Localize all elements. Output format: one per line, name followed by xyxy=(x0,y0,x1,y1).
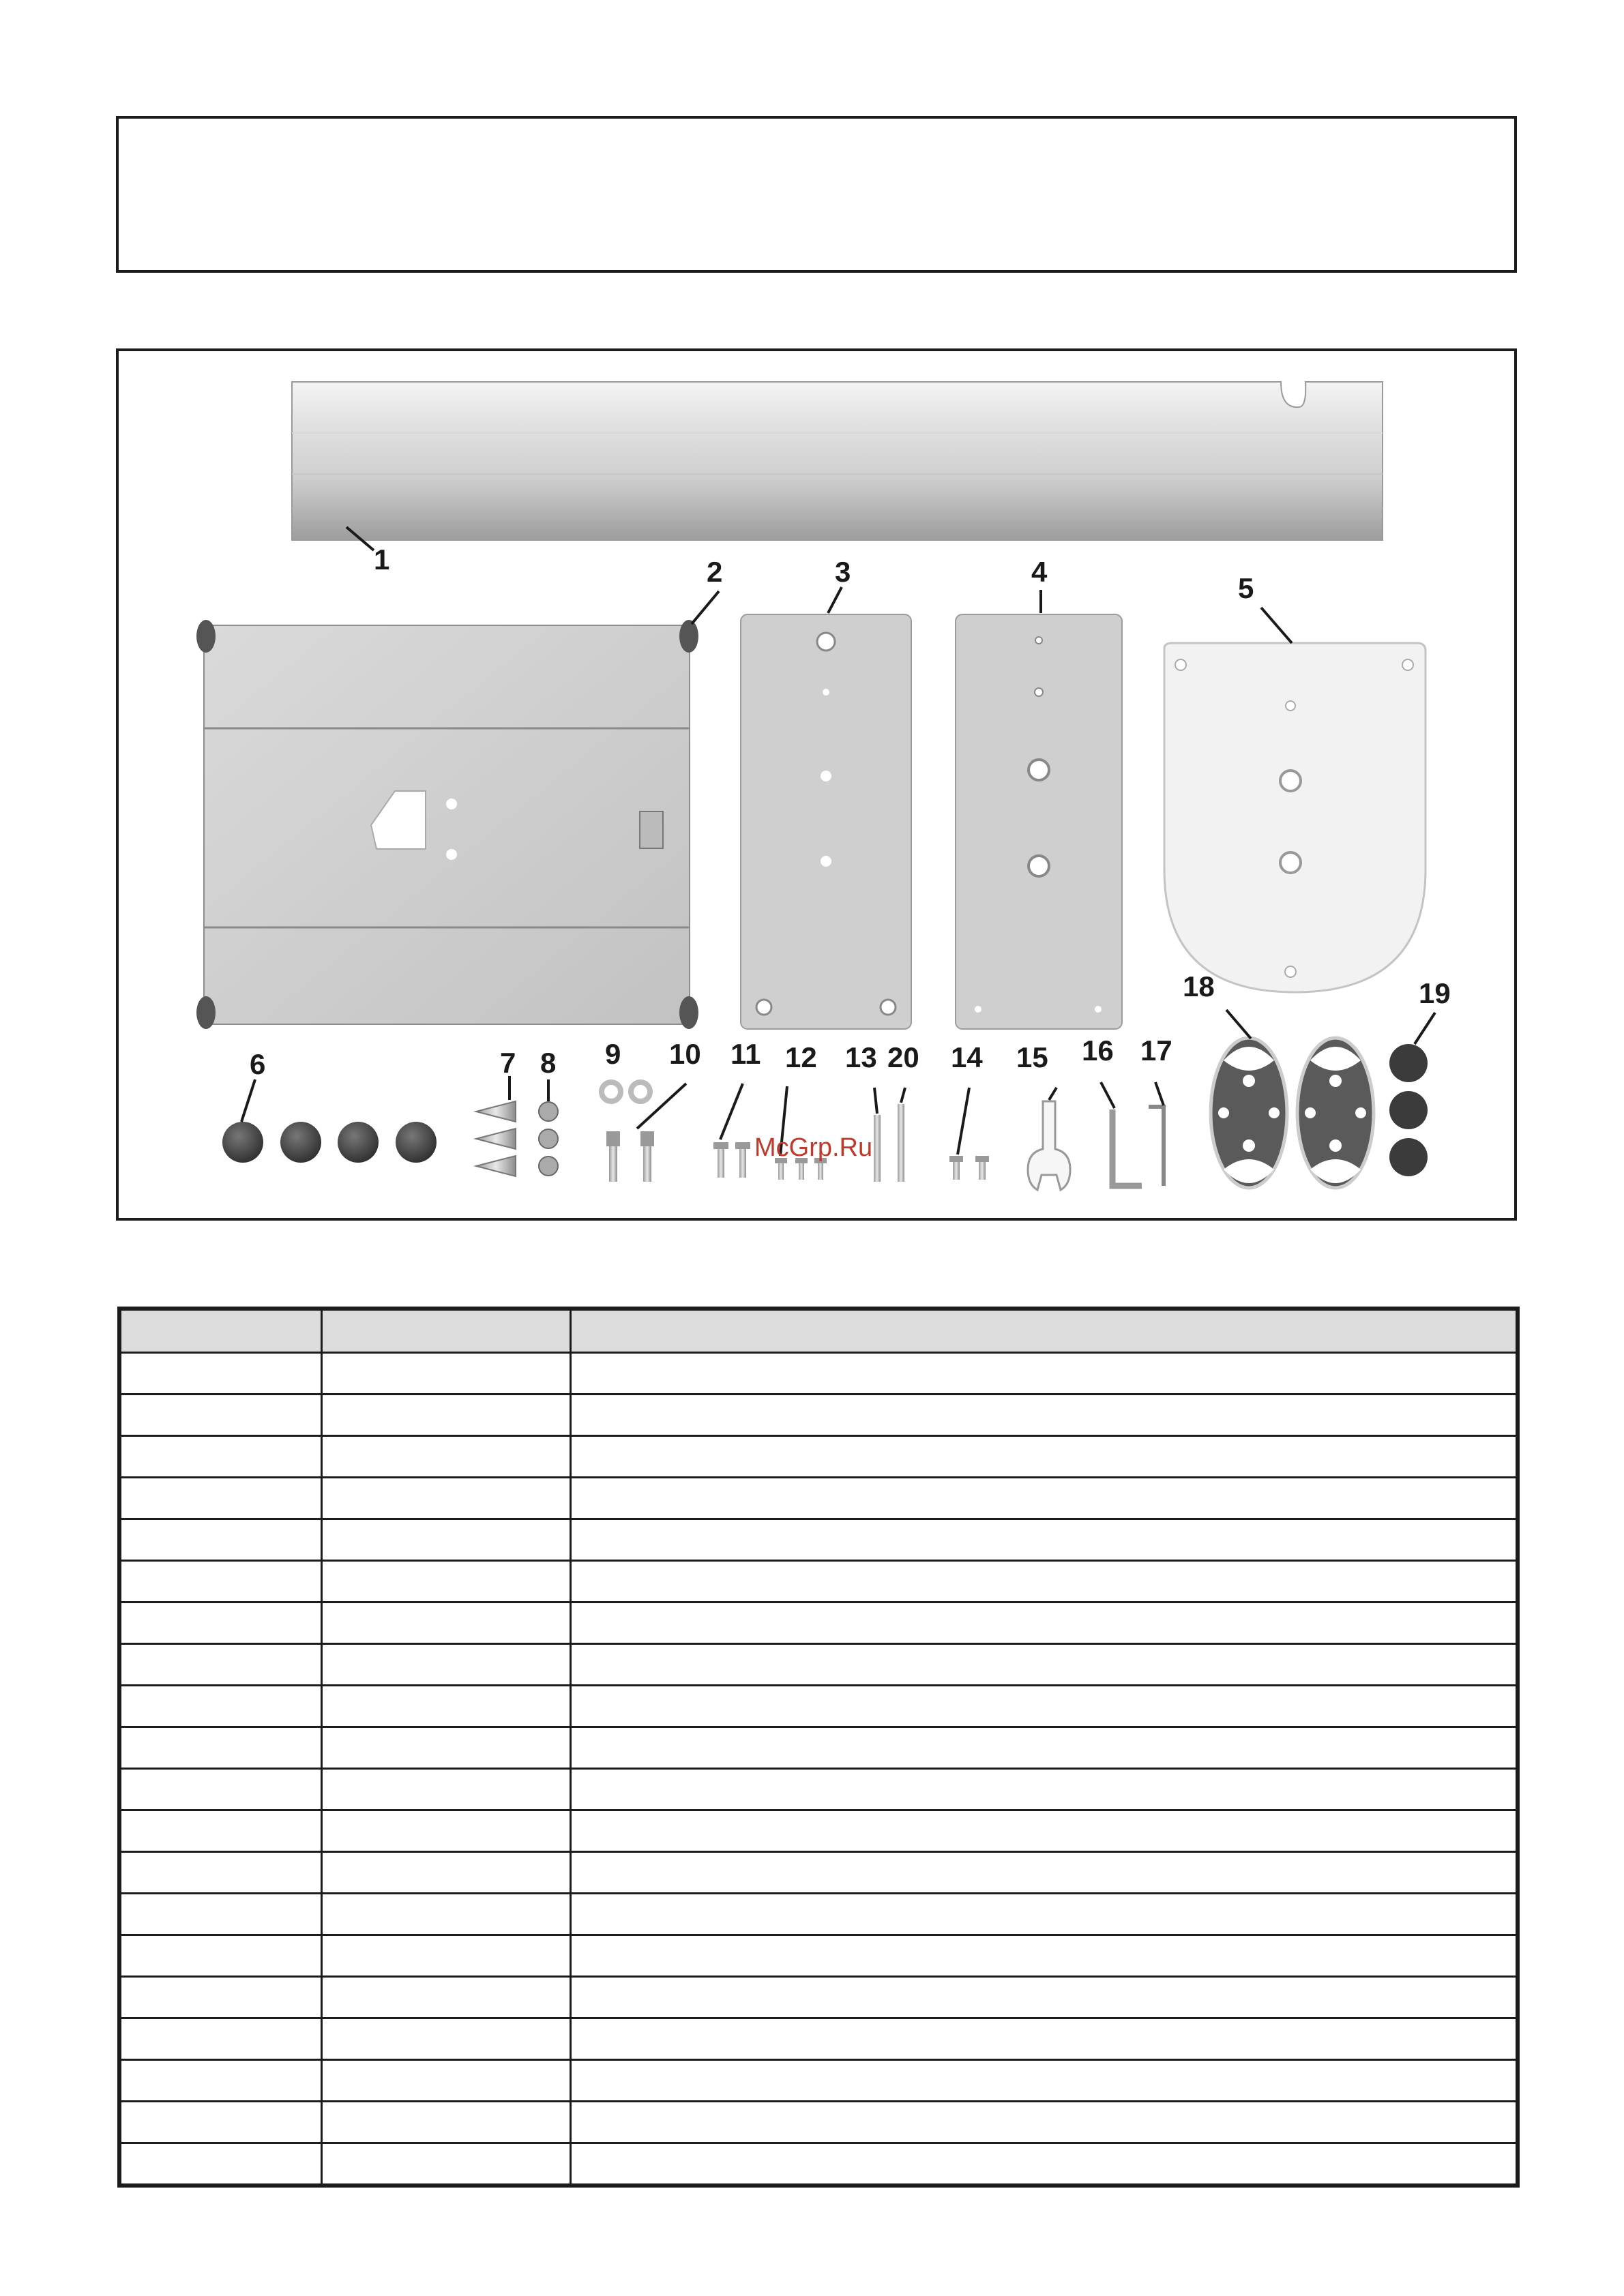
callout-15: 15 xyxy=(1016,1041,1048,1073)
table-row xyxy=(119,1602,1518,1644)
table-cell xyxy=(119,1935,321,1977)
table-cell xyxy=(119,1644,321,1686)
callout-7: 7 xyxy=(500,1047,516,1079)
table-cell xyxy=(570,1395,1518,1436)
part-wrench xyxy=(1028,1101,1070,1190)
table-cell xyxy=(119,1894,321,1935)
table-cell xyxy=(119,1436,321,1478)
table-cell xyxy=(321,1727,570,1769)
table-row xyxy=(119,2018,1518,2060)
table-cell xyxy=(119,1602,321,1644)
table-cell xyxy=(570,2143,1518,2186)
leader-5 xyxy=(1261,608,1292,643)
table-cell xyxy=(570,1810,1518,1852)
leader-19 xyxy=(1415,1013,1435,1044)
table-cell xyxy=(570,1602,1518,1644)
part-screws-c xyxy=(949,1156,989,1180)
table-cell xyxy=(119,1769,321,1810)
table-cell xyxy=(570,2018,1518,2060)
part-hex-key-small xyxy=(1149,1107,1164,1186)
table-row xyxy=(119,1561,1518,1602)
header-box xyxy=(116,116,1517,273)
leader-2 xyxy=(692,591,719,624)
table-cell xyxy=(119,1852,321,1894)
callout-16: 16 xyxy=(1082,1034,1114,1067)
table-cell xyxy=(119,1478,321,1519)
table-row xyxy=(119,2102,1518,2143)
table-row xyxy=(119,1935,1518,1977)
table-cell xyxy=(321,1395,570,1436)
table-cell xyxy=(570,1436,1518,1478)
table-cell xyxy=(570,1852,1518,1894)
leader-11 xyxy=(720,1084,743,1139)
table-cell xyxy=(570,1686,1518,1727)
table-cell xyxy=(321,1686,570,1727)
table-cell xyxy=(321,1519,570,1561)
part-plate-b xyxy=(956,614,1122,1029)
table-cell xyxy=(321,1602,570,1644)
table-cell xyxy=(570,1519,1518,1561)
table-cell xyxy=(321,1894,570,1935)
table-row xyxy=(119,1478,1518,1519)
table-row xyxy=(119,1810,1518,1852)
table-cell xyxy=(321,1852,570,1894)
table-cell xyxy=(119,1977,321,2018)
callout-4: 4 xyxy=(1031,556,1048,588)
table-cell xyxy=(321,1769,570,1810)
leader-10 xyxy=(637,1084,686,1129)
part-oval-plates xyxy=(1211,1038,1374,1188)
table-row xyxy=(119,1894,1518,1935)
callout-19: 19 xyxy=(1419,977,1451,1009)
leader-15 xyxy=(1049,1088,1057,1100)
table-cell xyxy=(570,2060,1518,2102)
parts-table xyxy=(117,1307,1520,2188)
part-screws-a xyxy=(713,1142,750,1178)
leader-17 xyxy=(1155,1082,1164,1105)
part-hex-key-large xyxy=(1112,1109,1142,1186)
leader-20 xyxy=(901,1088,905,1103)
part-plate-a xyxy=(741,614,911,1029)
table-cell xyxy=(119,1519,321,1561)
table-cell xyxy=(119,1810,321,1852)
table-cell xyxy=(321,2060,570,2102)
table-cell xyxy=(321,1977,570,2018)
table-cell xyxy=(570,1769,1518,1810)
parts-illustration xyxy=(119,351,1514,1218)
leader-13 xyxy=(874,1088,877,1114)
callout-17: 17 xyxy=(1140,1034,1172,1067)
table-cell xyxy=(321,1810,570,1852)
table-row xyxy=(119,1852,1518,1894)
callout-9: 9 xyxy=(605,1038,621,1070)
table-cell xyxy=(570,1644,1518,1686)
callout-18: 18 xyxy=(1183,970,1215,1002)
table-cell xyxy=(570,1894,1518,1935)
part-knobs xyxy=(222,1122,437,1163)
table-cell xyxy=(321,1436,570,1478)
table-cell xyxy=(321,1353,570,1395)
part-washers xyxy=(602,1082,650,1101)
table-cell xyxy=(119,2060,321,2102)
part-nuts xyxy=(539,1102,558,1176)
callout-13: 13 xyxy=(845,1041,877,1073)
callout-3: 3 xyxy=(835,556,851,588)
leader-14 xyxy=(958,1088,969,1154)
table-row xyxy=(119,2060,1518,2102)
parts-figure xyxy=(116,348,1517,1221)
table-cell xyxy=(119,1353,321,1395)
part-bolts-a xyxy=(606,1131,654,1182)
table-cell xyxy=(570,2102,1518,2143)
column-header xyxy=(321,1309,570,1353)
table-cell xyxy=(570,1561,1518,1602)
callout-11: 11 xyxy=(730,1038,761,1070)
part-pads xyxy=(1389,1044,1428,1176)
table-header-row xyxy=(119,1309,1518,1353)
leader-3 xyxy=(828,587,842,613)
leader-18 xyxy=(1226,1010,1251,1039)
table-row xyxy=(119,1727,1518,1769)
table-cell xyxy=(570,1977,1518,2018)
table-cell xyxy=(570,1478,1518,1519)
table-cell xyxy=(570,1727,1518,1769)
table-cell xyxy=(570,1935,1518,1977)
callout-10: 10 xyxy=(669,1038,701,1070)
leader-16 xyxy=(1101,1082,1114,1108)
table-cell xyxy=(321,2018,570,2060)
table-row xyxy=(119,1769,1518,1810)
table-cell xyxy=(119,1686,321,1727)
table-cell xyxy=(119,2102,321,2143)
column-header xyxy=(570,1309,1518,1353)
part-shield-plate xyxy=(1164,643,1426,992)
callout-6: 6 xyxy=(250,1048,266,1080)
table-cell xyxy=(321,1644,570,1686)
table-cell xyxy=(321,2102,570,2143)
leader-6 xyxy=(241,1079,255,1122)
table-cell xyxy=(119,1727,321,1769)
table-row xyxy=(119,1644,1518,1686)
callout-12: 12 xyxy=(785,1041,817,1073)
table-cell xyxy=(119,1395,321,1436)
table-row xyxy=(119,1686,1518,1727)
table-cell xyxy=(321,2143,570,2186)
part-tube xyxy=(292,370,1383,540)
callout-8: 8 xyxy=(540,1047,557,1079)
table-cell xyxy=(119,2143,321,2186)
table-cell xyxy=(119,1561,321,1602)
watermark: McGrp.Ru xyxy=(754,1133,873,1162)
callout-20: 20 xyxy=(887,1041,919,1073)
table-row xyxy=(119,1977,1518,2018)
callout-1: 1 xyxy=(374,543,390,576)
table-row xyxy=(119,1353,1518,1395)
part-housing xyxy=(196,620,698,1029)
part-rods xyxy=(874,1104,904,1182)
part-spikes xyxy=(476,1101,516,1176)
callout-14: 14 xyxy=(951,1041,983,1073)
table-row xyxy=(119,1436,1518,1478)
table-cell xyxy=(321,1935,570,1977)
table-body xyxy=(119,1353,1518,2186)
table-cell xyxy=(321,1561,570,1602)
callout-5: 5 xyxy=(1238,572,1254,604)
callout-2: 2 xyxy=(707,556,723,588)
table-row xyxy=(119,2143,1518,2186)
table-row xyxy=(119,1519,1518,1561)
table-cell xyxy=(119,2018,321,2060)
table-cell xyxy=(321,1478,570,1519)
column-header xyxy=(119,1309,321,1353)
table-row xyxy=(119,1395,1518,1436)
table-cell xyxy=(570,1353,1518,1395)
